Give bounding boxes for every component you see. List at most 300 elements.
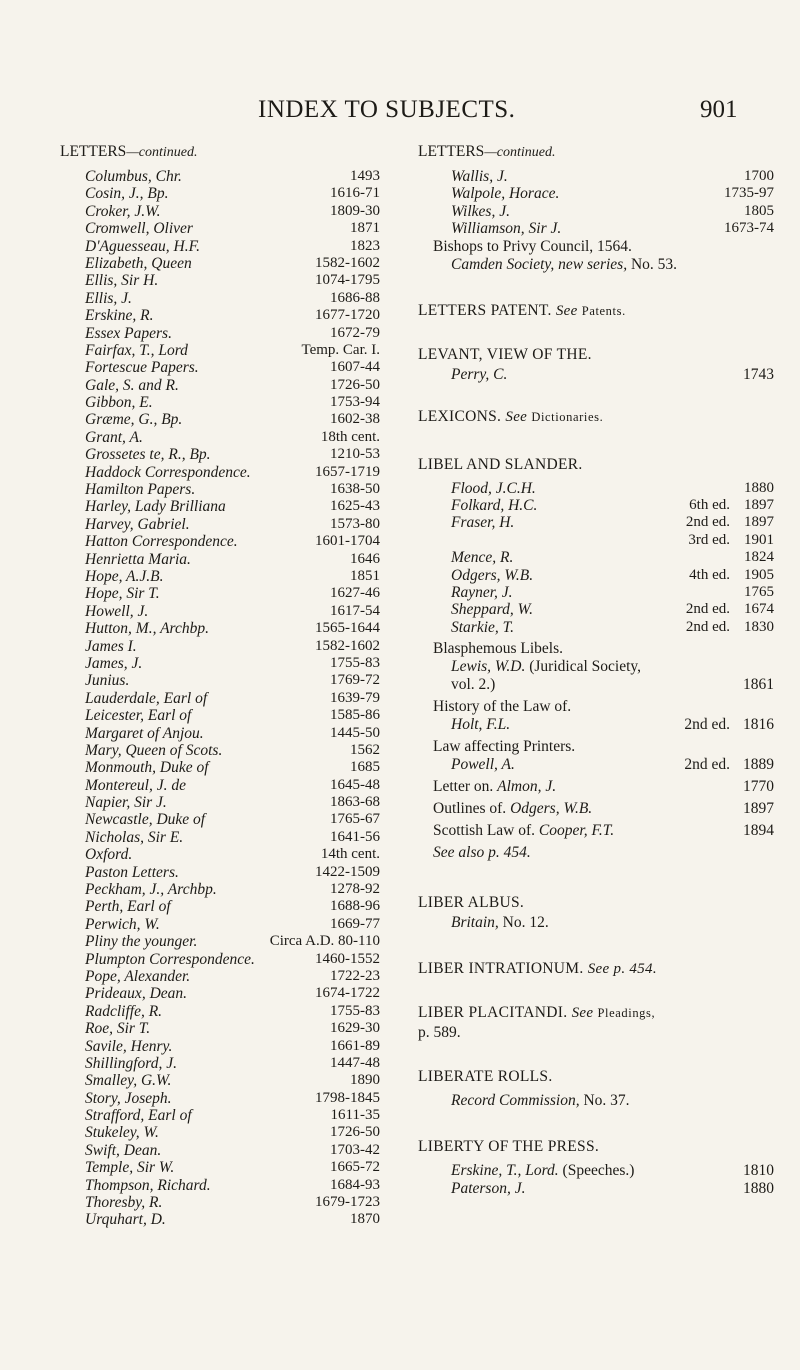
entry-name: Cooper, F.T. <box>538 822 615 840</box>
entry-date: 1769-72 <box>330 672 380 689</box>
entry-date: 1672-79 <box>330 324 380 341</box>
entry-date: Temp. Car. I. <box>301 341 380 358</box>
entry-volume: vol. 2.) <box>451 676 496 694</box>
index-entry <box>60 916 380 933</box>
outlines-label: Outlines of. <box>433 800 507 818</box>
page-header <box>0 96 800 128</box>
entry-name: Newcastle, Duke of <box>85 811 206 829</box>
cross-reference: Patents. <box>581 303 626 318</box>
outlines-entry <box>418 800 778 818</box>
entry-name: Perwich, W. <box>85 915 160 933</box>
index-entry <box>60 725 380 742</box>
liber-placitandi-title: LIBER PLACITANDI. <box>418 1004 568 1022</box>
index-entry <box>60 377 380 394</box>
page-title: INDEX TO SUBJECTS. <box>258 96 516 123</box>
entry-name: Powell, A. <box>451 756 515 774</box>
entry-date: 1743 <box>743 365 774 383</box>
entry-date: 1863-68 <box>330 794 380 811</box>
index-entry <box>60 968 380 985</box>
entry-name: Gale, S. and R. <box>85 376 179 394</box>
levant-title: LEVANT, VIEW OF THE. <box>418 345 592 363</box>
cross-reference: Dictionaries. <box>531 409 604 424</box>
entry-date: 1798-1845 <box>315 1089 380 1106</box>
page-reference: p. 589. <box>418 1024 461 1042</box>
entry-name: James, J. <box>85 654 143 672</box>
entry-name: Ellis, J. <box>85 289 132 307</box>
entry-name: Smalley, G.W. <box>85 1072 172 1090</box>
index-entry <box>60 1142 380 1159</box>
entry-name: Cromwell, Oliver <box>85 220 193 238</box>
index-entry <box>60 290 380 307</box>
index-entry <box>60 551 380 568</box>
entry-name: Perth, Earl of <box>85 898 171 916</box>
entry-date: 1901 <box>744 531 774 548</box>
entry-name: Henrietta Maria. <box>85 550 191 568</box>
liber-intrationum-title: LIBER INTRATIONUM. <box>418 960 584 978</box>
letters-patent-title: LETTERS PATENT. <box>418 301 552 319</box>
entry-date: 1679-1723 <box>315 1194 380 1211</box>
entry-date: 1646 <box>350 550 380 567</box>
entry-number: No. 12. <box>498 914 549 932</box>
page-number: 901 <box>700 96 738 123</box>
entry-name: Strafford, Earl of <box>85 1107 192 1125</box>
entry-date: 1726-50 <box>330 376 380 393</box>
section-title <box>418 958 778 980</box>
heading-label: LETTERS <box>418 143 485 160</box>
liber-albus-entry <box>418 914 778 932</box>
entry-date: 1617-54 <box>330 602 380 619</box>
entry-date: 1889 <box>743 756 774 774</box>
entry-edition: 2nd ed. <box>685 514 730 531</box>
entry-name: Hope, Sir T. <box>85 585 160 603</box>
camden-number: No. 53. <box>627 255 678 273</box>
index-entry <box>60 864 380 881</box>
entry-date: 1607-44 <box>330 359 380 376</box>
entry-name: D'Aguesseau, H.F. <box>85 237 200 255</box>
entry-name: Peckham, J., Archbp. <box>85 881 217 899</box>
index-entry <box>60 429 380 446</box>
entry-date: 1665-72 <box>330 1159 380 1176</box>
entry-name: Napier, Sir J. <box>85 794 167 812</box>
liberate-entry <box>418 1092 778 1110</box>
entry-edition: 2nd ed. <box>684 756 730 774</box>
letters-entry-list-right <box>418 168 778 238</box>
entry-edition: 6th ed. <box>689 496 730 513</box>
entry-name: Sheppard, W. <box>451 601 533 619</box>
entry-name: Prideaux, Dean. <box>85 985 188 1003</box>
entry-name: Columbus, Chr. <box>85 168 182 185</box>
index-entry <box>60 742 380 759</box>
entry-name: Urquhart, D. <box>85 1211 166 1229</box>
index-entry <box>418 185 778 202</box>
entry-name: Junius. <box>85 672 130 690</box>
entry-date: 1755-83 <box>330 654 380 671</box>
liberate-rolls-title: LIBERATE ROLLS. <box>418 1068 553 1086</box>
letter-on-label: Letter on. <box>433 778 494 796</box>
entry-name: Thompson, Richard. <box>85 1176 211 1194</box>
entry-date: 1657-1719 <box>315 463 380 480</box>
entry-date: 1824 <box>744 549 774 566</box>
section-lexicons <box>418 406 778 428</box>
entry-name: Monmouth, Duke of <box>85 759 209 777</box>
entry-date: 18th cent. <box>320 428 380 445</box>
entry-name: Wallis, J. <box>451 168 508 185</box>
entry-name: Ellis, Sir H. <box>85 272 159 290</box>
index-entry <box>60 672 380 689</box>
continued-label: —continued. <box>126 145 198 160</box>
section-title <box>418 1002 778 1024</box>
index-entry <box>60 933 380 950</box>
entry-name: Folkard, H.C. <box>451 496 538 514</box>
entry-name: Erskine, T., Lord. <box>451 1162 559 1180</box>
index-entry <box>60 203 380 220</box>
entry-date: 1805 <box>744 202 774 219</box>
entry-name: Oxford. <box>85 846 133 864</box>
index-entry <box>418 168 778 185</box>
index-entry <box>60 1090 380 1107</box>
entry-name: Swift, Dean. <box>85 1141 162 1159</box>
see-label: See <box>555 302 578 319</box>
entry-date: 1890 <box>350 1072 380 1089</box>
lewis-entry-cont <box>418 676 778 694</box>
entry-date: 1447-48 <box>330 1054 380 1071</box>
index-entry <box>60 394 380 411</box>
heading-label: LETTERS <box>60 143 127 160</box>
entry-name: Record Commission, <box>451 1092 580 1110</box>
camden-name: Camden Society, new series, <box>451 255 628 273</box>
blasphemous-libels: Blasphemous Libels. <box>433 640 564 658</box>
entry-date: 1897 <box>744 514 774 531</box>
entry-name: Plumpton Correspondence. <box>85 950 255 968</box>
index-entry <box>60 342 380 359</box>
entry-date: 1493 <box>350 168 380 184</box>
entry-name: Temple, Sir W. <box>85 1159 175 1177</box>
index-entry <box>60 1211 380 1228</box>
entry-date: 1870 <box>350 1211 380 1228</box>
entry-date: 1735-97 <box>724 185 774 202</box>
bishops-entry: Bishops to Privy Council, 1564. <box>433 237 632 255</box>
entry-name: Walpole, Horace. <box>451 185 560 203</box>
entry-name: Hope, A.J.B. <box>85 567 164 585</box>
entry-name: Lauderdale, Earl of <box>85 689 208 707</box>
index-entry <box>60 1124 380 1141</box>
index-entry <box>418 567 778 584</box>
index-entry <box>60 1107 380 1124</box>
entry-name: Rayner, J. <box>451 583 513 601</box>
index-entry <box>60 568 380 585</box>
entry-date: 1677-1720 <box>315 307 380 324</box>
entry-name: Elizabeth, Queen <box>85 254 192 272</box>
entry-name: Essex Papers. <box>85 324 172 342</box>
entry-date: 1897 <box>743 800 774 818</box>
entry-name: Starkie, T. <box>451 618 514 636</box>
index-entry <box>60 464 380 481</box>
letter-on-entry <box>418 778 778 796</box>
liberty-title: LIBERTY OF THE PRESS. <box>418 1138 600 1156</box>
entry-date: 1639-79 <box>330 689 380 706</box>
index-entry <box>60 498 380 515</box>
entry-name: Almon, J. <box>497 778 557 796</box>
entry-date: 1601-1704 <box>315 533 380 550</box>
index-entry <box>418 584 778 601</box>
index-entry <box>418 220 778 237</box>
entry-note: (Speeches.) <box>558 1162 635 1180</box>
letters-entry-list <box>60 168 380 1229</box>
index-entry <box>60 829 380 846</box>
entry-name: Hatton Correspondence. <box>85 533 238 551</box>
section-liber-albus <box>418 892 778 932</box>
index-entry <box>60 985 380 1002</box>
entry-name: Perry, C. <box>451 365 508 383</box>
entry-date: 1562 <box>350 741 380 758</box>
entry-date: 1685 <box>350 759 380 776</box>
index-entry <box>60 638 380 655</box>
erskine-entry <box>418 1162 778 1180</box>
index-entry <box>60 1159 380 1176</box>
entry-date: 1674-1722 <box>315 985 380 1002</box>
entry-name: Savile, Henry. <box>85 1037 173 1055</box>
entry-name: Pliny the younger. <box>85 933 198 951</box>
section-letters-patent <box>418 300 778 322</box>
entry-date: 1816 <box>743 716 774 734</box>
entry-edition: 3rd ed. <box>688 531 730 548</box>
index-entry <box>60 846 380 863</box>
paterson-entry <box>418 1180 778 1198</box>
index-entry <box>60 255 380 272</box>
entry-date: 1625-43 <box>330 498 380 515</box>
entry-date: 1602-38 <box>330 411 380 428</box>
index-entry <box>60 185 380 202</box>
entry-date: 1703-42 <box>330 1141 380 1158</box>
entry-name: Cosin, J., Bp. <box>85 185 169 203</box>
entry-date: 1645-48 <box>330 776 380 793</box>
index-entry <box>60 1177 380 1194</box>
entry-name: Holt, F.L. <box>451 716 511 734</box>
entry-name: Wilkes, J. <box>451 202 510 220</box>
entry-date: 1894 <box>743 822 774 840</box>
entry-date: 1674 <box>744 601 774 618</box>
levant-entry <box>418 366 778 384</box>
camden-entry <box>418 256 778 274</box>
entry-date: 1582-1602 <box>315 637 380 654</box>
index-entry <box>60 446 380 463</box>
left-column <box>60 140 380 1229</box>
entry-date: 1074-1795 <box>315 272 380 289</box>
scottish-law-entry <box>418 822 778 840</box>
section-liberty-of-the-press <box>418 1136 778 1198</box>
index-entry <box>418 619 778 636</box>
entry-date: 14th cent. <box>320 846 380 863</box>
index-entry <box>60 1003 380 1020</box>
entry-note: (Juridical Society, <box>525 658 642 676</box>
entry-date: 1641-56 <box>330 828 380 845</box>
entry-date: 1688-96 <box>330 898 380 915</box>
entry-date: 1582-1602 <box>315 254 380 271</box>
index-entry <box>60 411 380 428</box>
entry-date: 1753-94 <box>330 394 380 411</box>
entry-date: 1210-53 <box>330 446 380 463</box>
entry-date: 1673-74 <box>724 220 774 237</box>
entry-name: Hamilton Papers. <box>85 481 196 499</box>
liber-albus-title: LIBER ALBUS. <box>418 894 525 912</box>
entry-date: 1830 <box>744 618 774 635</box>
law-affecting-printers: Law affecting Printers. <box>433 738 576 756</box>
entry-name: Gibbon, E. <box>85 394 153 412</box>
index-entry <box>60 325 380 342</box>
entry-date: 1627-46 <box>330 585 380 602</box>
index-entry <box>418 203 778 220</box>
entry-name: Erskine, R. <box>85 307 154 325</box>
entry-date: 1585-86 <box>330 707 380 724</box>
entry-name: Mence, R. <box>451 549 514 567</box>
section-levant <box>418 344 778 384</box>
entry-name: Hutton, M., Archbp. <box>85 620 209 638</box>
entry-edition: 4th ed. <box>689 566 730 583</box>
entry-date: 1278-92 <box>330 881 380 898</box>
entry-name: Margaret of Anjou. <box>85 724 204 742</box>
entry-name: Harley, Lady Brilliana <box>85 498 226 516</box>
entry-date: 1861 <box>743 676 774 694</box>
right-column <box>418 140 778 1198</box>
entry-name: Fairfax, T., Lord <box>85 341 188 359</box>
index-entry <box>60 655 380 672</box>
index-entry <box>60 603 380 620</box>
index-entry <box>60 359 380 376</box>
entry-date: 1616-71 <box>330 185 380 202</box>
index-entry <box>60 881 380 898</box>
index-entry <box>60 1072 380 1089</box>
entry-date: 1445-50 <box>330 724 380 741</box>
section-title <box>418 406 778 428</box>
entry-date: 1669-77 <box>330 915 380 932</box>
entry-name: Haddock Correspondence. <box>85 463 251 481</box>
entry-name: Story, Joseph. <box>85 1089 172 1107</box>
index-entry <box>60 898 380 915</box>
entry-date: 1765-67 <box>330 811 380 828</box>
entry-name: Paterson, J. <box>451 1180 526 1198</box>
entry-name: Odgers, W.B. <box>451 566 534 584</box>
entry-name: Odgers, W.B. <box>510 800 593 818</box>
entry-name: Lewis, W.D. <box>451 658 526 676</box>
entry-name: Grossetes te, R., Bp. <box>85 446 211 464</box>
section-liber-intrationum <box>418 958 778 980</box>
entry-date: 1686-88 <box>330 289 380 306</box>
entry-name: Paston Letters. <box>85 863 179 881</box>
entry-name: James I. <box>85 637 137 655</box>
index-entry <box>418 532 778 549</box>
entry-name: Williamson, Sir J. <box>451 220 562 238</box>
entry-name: Fraser, H. <box>451 514 515 532</box>
entry-name: Flood, J.C.H. <box>451 479 536 497</box>
index-entry <box>60 168 380 185</box>
index-entry <box>60 533 380 550</box>
see-label: See <box>505 408 528 425</box>
index-entry <box>418 480 778 497</box>
index-entry <box>418 497 778 514</box>
section-libel-and-slander <box>418 454 778 863</box>
entry-date: 1638-50 <box>330 481 380 498</box>
index-entry <box>60 1055 380 1072</box>
cross-reference: Pleadings, <box>597 1006 656 1021</box>
entry-name: Fortescue Papers. <box>85 359 199 377</box>
entry-name: Grant, A. <box>85 428 143 446</box>
entry-date: 1809-30 <box>330 202 380 219</box>
entry-name: Radcliffe, R. <box>85 1002 163 1020</box>
entry-date: 1851 <box>350 567 380 584</box>
entry-date: 1726-50 <box>330 1124 380 1141</box>
entry-edition: 2nd ed. <box>685 601 730 618</box>
entry-date: 1573-80 <box>330 515 380 532</box>
index-entry <box>60 220 380 237</box>
entry-date: 1897 <box>744 496 774 513</box>
index-entry <box>60 238 380 255</box>
entry-date: 1823 <box>350 237 380 254</box>
history-of-law: History of the Law of. <box>433 698 572 716</box>
entry-date: 1880 <box>743 1180 774 1198</box>
index-entry <box>60 811 380 828</box>
entry-date: 1905 <box>744 566 774 583</box>
section-liber-placitandi <box>418 1002 778 1042</box>
entry-name: Stukeley, W. <box>85 1124 159 1142</box>
entry-date: 1770 <box>743 778 774 796</box>
index-entry <box>60 951 380 968</box>
holt-entry <box>418 716 778 734</box>
index-entry <box>60 1194 380 1211</box>
scottish-label: Scottish Law of. <box>433 822 536 840</box>
entry-name: Howell, J. <box>85 602 149 620</box>
entry-name: Britain, <box>451 914 499 932</box>
see-label: See <box>571 1005 594 1022</box>
lexicons-title: LEXICONS. <box>418 407 502 425</box>
entry-date: 1880 <box>744 479 774 496</box>
index-entry <box>60 620 380 637</box>
index-entry <box>60 481 380 498</box>
see-also-note: See also p. 454. <box>433 844 531 862</box>
index-entry <box>60 1020 380 1037</box>
entry-number: No. 37. <box>579 1092 630 1110</box>
entry-date: 1765 <box>744 583 774 600</box>
lewis-entry <box>418 658 778 676</box>
section-title <box>418 300 778 322</box>
index-entry <box>60 690 380 707</box>
entry-name: Mary, Queen of Scots. <box>85 741 223 759</box>
entry-date: 1684-93 <box>330 1176 380 1193</box>
libel-entry-list <box>418 480 778 637</box>
see-reference: See p. 454. <box>587 961 657 978</box>
entry-date: 1611-35 <box>330 1107 380 1124</box>
entry-date: 1700 <box>744 168 774 184</box>
entry-date: 1871 <box>350 220 380 237</box>
entry-edition: 2nd ed. <box>685 618 730 635</box>
index-entry <box>60 794 380 811</box>
index-entry <box>60 759 380 776</box>
entry-name: Nicholas, Sir E. <box>85 828 184 846</box>
entry-edition: 2nd ed. <box>684 716 730 734</box>
entry-date: 1629-30 <box>330 1020 380 1037</box>
entry-date: 1810 <box>743 1162 774 1180</box>
entry-name: Harvey, Gabriel. <box>85 515 190 533</box>
entry-name: Græme, G., Bp. <box>85 411 183 429</box>
entry-date: 1722-23 <box>330 967 380 984</box>
continued-label: —continued. <box>484 145 556 160</box>
entry-name: Croker, J.W. <box>85 202 161 220</box>
libel-title: LIBEL AND SLANDER. <box>418 455 583 473</box>
section-heading-letters-continued <box>60 140 380 164</box>
entry-date: 1565-1644 <box>315 620 380 637</box>
index-entry <box>418 514 778 531</box>
index-entry <box>418 549 778 566</box>
index-entry <box>60 777 380 794</box>
